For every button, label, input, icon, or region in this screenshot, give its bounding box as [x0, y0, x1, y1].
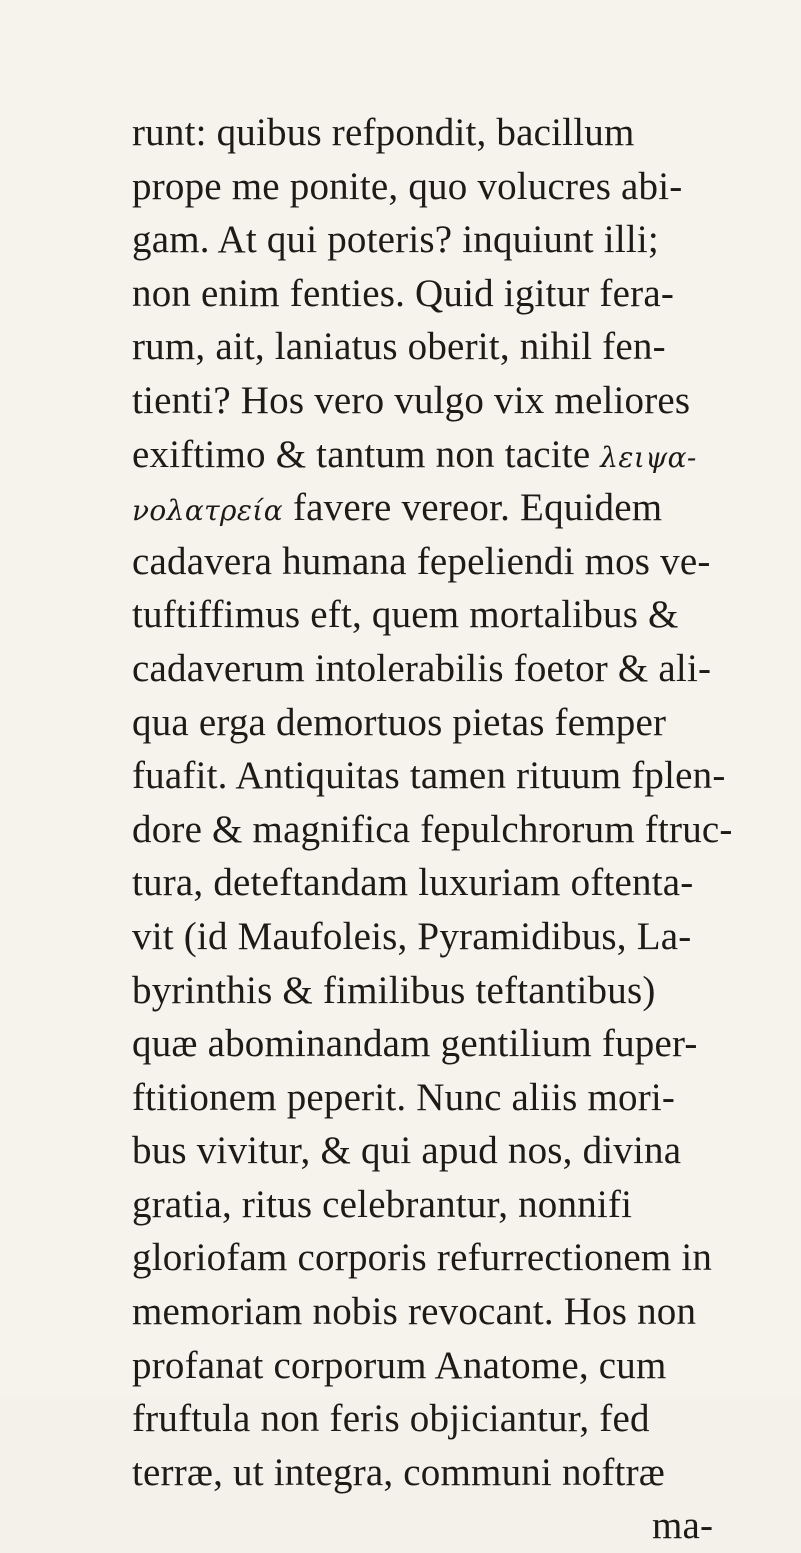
text-line: fuafit. Antiquitas tamen rituum fplen-	[132, 754, 726, 798]
text-line: qua erga demortuos pietas femper	[132, 700, 667, 744]
text-line: prope me ponite, quo volucres abi-	[132, 164, 683, 208]
text-line: non enim fenties. Quid igitur fera-	[132, 271, 675, 315]
text-line: terræ, ut integra, communi noftræ	[132, 1450, 665, 1494]
text-line: quæ abominandam gentilium fuper-	[132, 1022, 698, 1066]
greek-word-part: λειψα-	[600, 440, 697, 474]
text-line: profanat corporum Anatome, cum	[132, 1343, 667, 1387]
greek-word-part: νολατρεία	[132, 494, 283, 528]
text-line: fruftula non feris objiciantur, fed	[132, 1397, 650, 1441]
text-line: tienti? Hos vero vulgo vix meliores	[132, 378, 691, 422]
text-line: gloriofam corporis refurrectionem in	[132, 1236, 713, 1280]
text-line: vit (id Maufoleis, Pyramidibus, La-	[132, 914, 692, 958]
text-line: tuftiffimus eft, quem mortalibus &	[132, 593, 679, 637]
text-line: bus vivitur, & qui apud nos, divina	[132, 1129, 682, 1173]
text-line-with-greek	[132, 428, 792, 482]
text-line-with-greek	[132, 481, 792, 535]
text-line: gratia, ritus celebrantur, nonnifi	[132, 1182, 633, 1226]
text-line: rum, ait, laniatus oberit, nihil fen-	[132, 325, 666, 369]
text-line: memoriam nobis revocant. Hos non	[132, 1290, 697, 1334]
text-segment: exiftimo & tantum non tacite	[132, 432, 591, 476]
text-line: tura, deteftandam luxuriam oftenta-	[132, 861, 694, 905]
text-line: gam. At qui poteris? inquiunt illi;	[132, 218, 659, 262]
text-line: byrinthis & fimilibus teftantibus)	[132, 968, 656, 1012]
text-line: cadavera humana fepeliendi mos ve-	[132, 539, 711, 583]
catchword: ma-	[652, 1504, 714, 1548]
text-line: runt: quibus refpondit, bacillum	[132, 111, 635, 154]
body-text	[132, 106, 792, 1553]
text-segment: favere vereor. Equidem	[292, 486, 663, 530]
text-line: cadaverum intolerabilis foetor & ali-	[132, 646, 712, 690]
text-line: ftitionem peperit. Nunc aliis mori-	[132, 1075, 676, 1119]
text-line: dore & magnifica fepulchrorum ftruc-	[132, 807, 733, 851]
